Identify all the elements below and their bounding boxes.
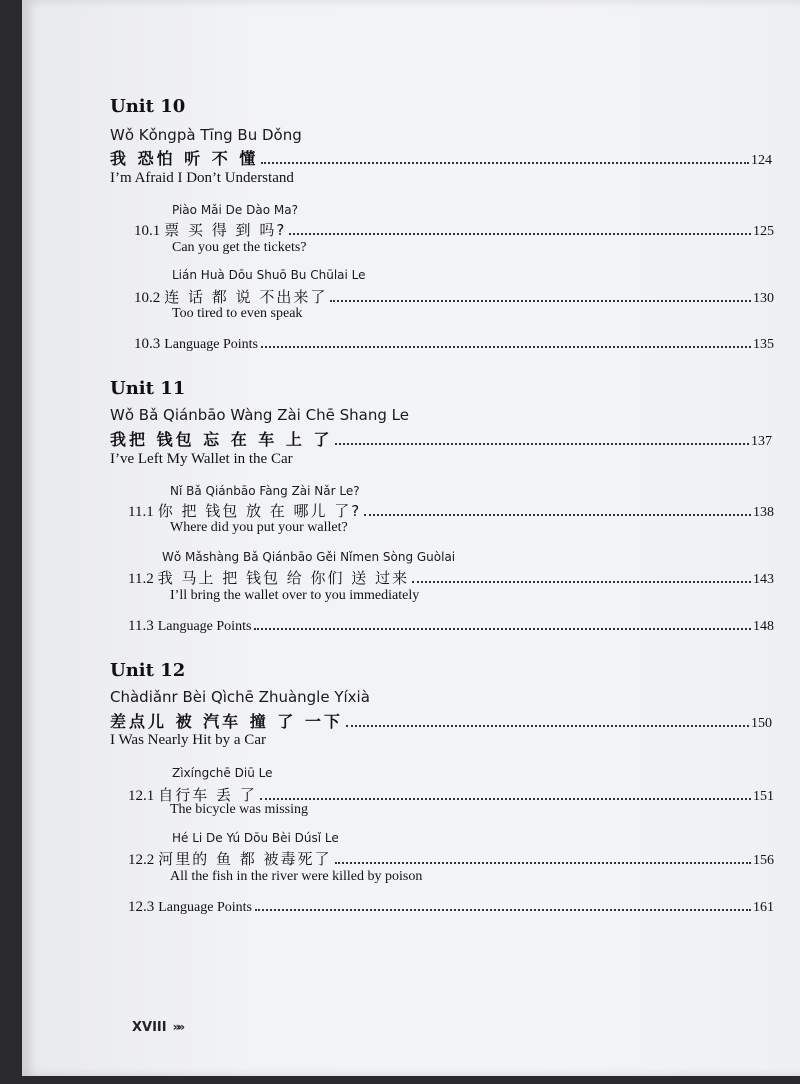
section-10-2-pinyin: Lián Huà Dōu Shuō Bu Chūlai Le xyxy=(172,268,366,282)
section-12-1-english: The bicycle was missing xyxy=(170,802,309,817)
section-10-3-page: 135 xyxy=(753,337,774,352)
unit-12-page: 150 xyxy=(751,716,772,731)
section-10-2-english: Too tired to even speak xyxy=(172,306,303,321)
leader-dots xyxy=(330,300,751,302)
section-11-3-page: 148 xyxy=(753,619,774,634)
section-number: 11.2 xyxy=(128,571,154,587)
leader-dots xyxy=(364,514,751,516)
unit-10-entry[interactable] xyxy=(110,146,772,169)
unit-10-title: Unit 10 xyxy=(110,96,186,117)
section-number: 12.1 xyxy=(128,788,155,804)
section-10-1-pinyin: Piào Mǎi De Dào Ma? xyxy=(172,203,298,217)
unit-12-english: I Was Nearly Hit by a Car xyxy=(110,732,266,748)
section-12-3-entry[interactable] xyxy=(128,899,774,916)
section-12-1-chinese: 自行车 丢 了 xyxy=(158,786,257,804)
section-12-3-page: 161 xyxy=(753,900,774,915)
section-10-1-page: 125 xyxy=(753,224,774,239)
section-12-2-page: 156 xyxy=(753,853,774,868)
unit-12-pinyin: Chàdiǎnr Bèi Qìchē Zhuàngle Yíxià xyxy=(110,688,370,706)
section-12-2-chinese: 河里的 鱼 都 被毒死了 xyxy=(158,850,332,868)
section-10-3-label: Language Points xyxy=(164,337,258,352)
unit-11-chinese: 我把 钱包 忘 在 车 上 了 xyxy=(110,430,333,449)
unit-10-page: 124 xyxy=(751,153,772,168)
leader-dots xyxy=(335,443,749,445)
section-number: 11.1 xyxy=(128,504,154,520)
section-12-1-page: 151 xyxy=(753,789,774,804)
section-10-2-page: 130 xyxy=(753,291,774,306)
section-11-2-chinese: 我 马上 把 钱包 给 你们 送 过来 xyxy=(157,569,410,587)
unit-11-page: 137 xyxy=(751,434,772,449)
book-page xyxy=(22,0,800,1076)
section-12-2-english: All the fish in the river were killed by poison xyxy=(170,869,423,884)
section-10-2-entry[interactable] xyxy=(134,286,774,307)
unit-10-chinese: 我 恐怕 听 不 懂 xyxy=(110,149,259,168)
section-number: 12.3 xyxy=(128,899,155,915)
section-10-1-entry[interactable] xyxy=(134,219,774,240)
section-11-3-entry[interactable] xyxy=(128,618,774,635)
section-11-1-english: Where did you put your wallet? xyxy=(170,520,348,535)
section-12-2-pinyin: Hé Li De Yú Dōu Bèi Dúsǐ Le xyxy=(172,831,339,845)
section-11-1-entry[interactable] xyxy=(128,500,774,521)
section-10-1-english: Can you get the tickets? xyxy=(172,240,307,255)
section-12-3-label: Language Points xyxy=(158,900,252,915)
section-number: 10.2 xyxy=(134,290,161,306)
unit-11-entry[interactable] xyxy=(110,427,772,450)
double-chevron-right-icon: »» xyxy=(172,1020,183,1034)
section-11-2-english: I’ll bring the wallet over to you immediately xyxy=(170,588,420,603)
section-11-2-page: 143 xyxy=(753,572,774,587)
section-12-2-entry[interactable] xyxy=(128,848,774,869)
leader-dots xyxy=(261,346,751,348)
leader-dots xyxy=(412,581,751,583)
leader-dots xyxy=(335,862,751,864)
leader-dots xyxy=(255,909,751,911)
leader-dots xyxy=(289,233,751,235)
section-11-1-pinyin: Nǐ Bǎ Qiánbāo Fàng Zài Nǎr Le? xyxy=(170,484,360,498)
section-11-1-page: 138 xyxy=(753,505,774,520)
leader-dots xyxy=(261,162,749,164)
unit-10-english: I’m Afraid I Don’t Understand xyxy=(110,170,294,186)
leader-dots xyxy=(254,628,751,630)
section-11-2-pinyin: Wǒ Mǎshàng Bǎ Qiánbāo Gěi Nǐmen Sòng Guòlai xyxy=(162,550,456,564)
section-number: 10.1 xyxy=(134,223,161,239)
leader-dots xyxy=(346,725,749,727)
page-footer xyxy=(132,1020,182,1035)
section-10-3-entry[interactable] xyxy=(134,336,774,353)
section-11-1-chinese: 你 把 钱包 放 在 哪儿 了? xyxy=(157,502,362,520)
unit-10-pinyin: Wǒ Kǒngpà Tīng Bu Dǒng xyxy=(110,126,302,144)
unit-12-chinese: 差点儿 被 汽车 撞 了 一下 xyxy=(110,712,343,731)
page-number-label: XVIII xyxy=(132,1020,167,1035)
section-10-2-chinese: 连 话 都 说 不出来了 xyxy=(164,288,328,306)
unit-11-title: Unit 11 xyxy=(110,378,186,399)
section-12-1-pinyin: Zìxíngchē Diū Le xyxy=(172,766,273,780)
bleed-through-text xyxy=(582,80,792,900)
unit-11-pinyin: Wǒ Bǎ Qiánbāo Wàng Zài Chē Shang Le xyxy=(110,406,409,424)
section-11-3-label: Language Points xyxy=(157,619,252,634)
section-number: 11.3 xyxy=(128,618,154,634)
section-number: 10.3 xyxy=(134,336,161,352)
section-number: 12.2 xyxy=(128,852,155,868)
unit-12-entry[interactable] xyxy=(110,709,772,732)
section-10-1-chinese: 票 买 得 到 吗? xyxy=(164,221,287,239)
unit-11-english: I’ve Left My Wallet in the Car xyxy=(110,451,293,467)
unit-12-title: Unit 12 xyxy=(110,660,186,681)
section-11-2-entry[interactable] xyxy=(128,567,774,588)
leader-dots xyxy=(260,798,751,800)
